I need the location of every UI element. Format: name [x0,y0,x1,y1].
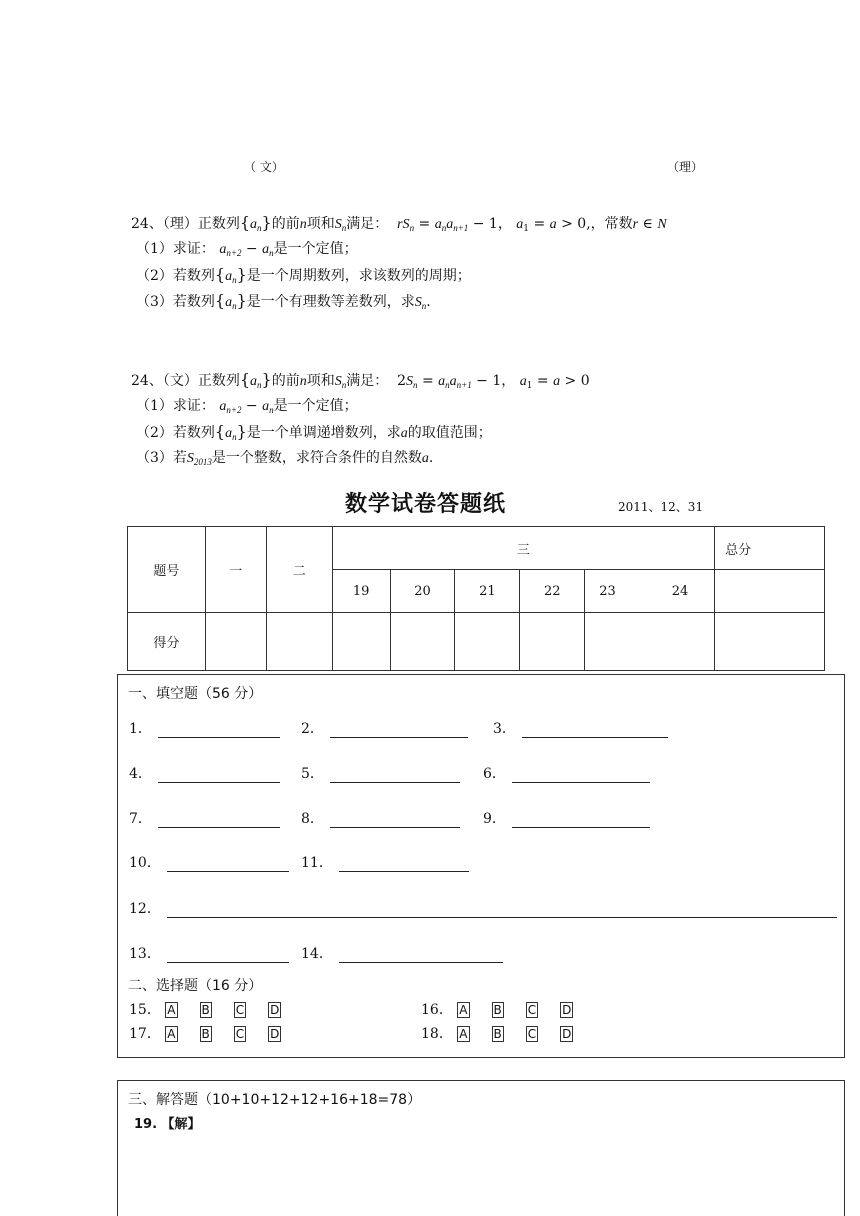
blank-2[interactable]: 2． [301,718,468,738]
blank-10[interactable]: 10． [129,852,289,872]
score-cell[interactable] [390,613,455,671]
option-d[interactable]: D [562,1027,572,1041]
blank-6[interactable]: 6． [483,763,650,783]
blank-11[interactable]: 11． [301,852,469,872]
option-b[interactable]: B [493,1003,502,1017]
problem-24-li [131,210,771,320]
score-sub-23-24: 23 24 [585,570,715,613]
score-cell[interactable] [205,613,266,671]
option-a[interactable]: A [167,1027,176,1041]
option-c[interactable]: C [235,1027,245,1041]
score-sub-22: 22 [520,570,585,613]
option-d[interactable]: D [270,1027,280,1041]
score-table [127,526,825,671]
option-c[interactable]: C [235,1003,245,1017]
solution-section [117,1080,845,1216]
blank-13[interactable]: 13． [129,943,289,963]
blank-8[interactable]: 8． [301,808,460,828]
score-header-two: 二 [266,527,332,613]
score-cell[interactable] [585,613,715,671]
choice-15: 15． A B C D [129,1002,280,1018]
option-a[interactable]: A [459,1003,468,1017]
option-d[interactable]: D [270,1003,280,1017]
option-a[interactable]: A [167,1003,176,1017]
option-c[interactable]: C [527,1003,537,1017]
score-sub-20: 20 [390,570,455,613]
problem-li-q3: （3）若数列$\{a_n\}$是一个有理数等差数列，求$S_n$. [136,291,431,311]
section3-title: 三、解答题（10+10+12+12+16+18=78） [128,1092,422,1108]
score-cell[interactable] [715,613,825,671]
problem-li-q1: （1）求证： $a_{n+2} - a_n$是一个定值； [136,241,358,258]
header-li: （理） [667,160,704,174]
score-header-one: 一 [205,527,266,613]
option-d[interactable]: D [562,1003,572,1017]
score-sub-21: 21 [455,570,520,613]
problem-wen-q2: （2）若数列$\{a_n\}$是一个单调递增数列，求a的取值范围； [136,422,492,442]
section1-title: 一、填空题（56 分） [128,686,263,702]
score-header-label: 题号 [128,527,206,613]
q19-label: 19. 【解】 [134,1117,201,1132]
q19-answer-area[interactable] [134,1137,824,1213]
option-b[interactable]: B [201,1003,210,1017]
score-cell[interactable] [455,613,520,671]
option-b[interactable]: B [493,1027,502,1041]
problem-li-statement: 24、（理）正数列$\{a_n\}$的前n项和$S_n$满足： $rS_n = a_na_{n+1} - 1$， $a_1 = a > 0$,，常数r ∈ N [131,213,667,234]
problem-wen-statement: 24、（文）正数列$\{a_n\}$的前n项和$S_n$满足： $2S_n = a_na_{n+1} - 1$， $a_1 = a > 0$ [131,370,590,391]
score-header-total: 总分 [715,527,825,570]
score-total-blank [715,570,825,613]
score-row-label: 得分 [128,613,206,671]
option-a[interactable]: A [459,1027,468,1041]
blank-1[interactable]: 1． [129,718,280,738]
blank-3[interactable]: 3． [493,718,668,738]
problem-li-q2: （2）若数列$\{a_n\}$是一个周期数列，求该数列的周期； [136,265,471,285]
score-header-three: 三 [332,527,714,570]
score-cell[interactable] [520,613,585,671]
blank-5[interactable]: 5． [301,763,460,783]
score-cell[interactable] [266,613,332,671]
header-wen: （ 文） [244,160,284,174]
fill-and-choice-section [117,674,845,1058]
answer-sheet-title: 数学试卷答题纸 [345,492,507,517]
score-cell[interactable] [332,613,390,671]
problem-wen-q1: （1）求证： $a_{n+2} - a_n$是一个定值； [136,398,358,415]
blank-7[interactable]: 7． [129,808,280,828]
choice-18: 18． A B C D [421,1026,572,1042]
blank-14[interactable]: 14． [301,943,503,963]
problem-wen-q3: （3）若$S_{2013}$是一个整数，求符合条件的自然数a. [136,450,434,467]
blank-12[interactable]: 12． [129,898,837,918]
choice-16: 16． A B C D [421,1002,572,1018]
section2-title: 二、选择题（16 分） [128,978,263,994]
option-b[interactable]: B [201,1027,210,1041]
problem-24-wen [131,367,771,477]
blank-4[interactable]: 4． [129,763,280,783]
score-sub-19: 19 [332,570,390,613]
option-c[interactable]: C [527,1027,537,1041]
choice-17: 17． A B C D [129,1026,280,1042]
blank-9[interactable]: 9． [483,808,650,828]
answer-sheet-date: 2011、12、31 [618,500,704,514]
